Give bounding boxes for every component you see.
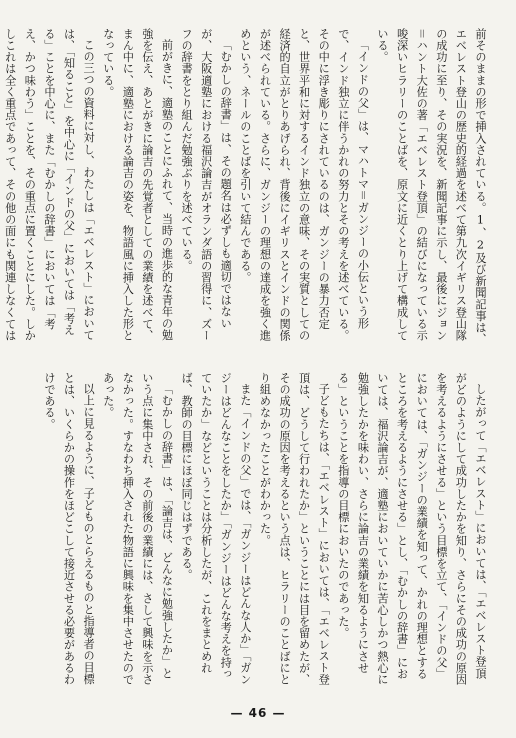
paragraph: 「むかしの辞書」は、「論吉は、どんなに勉強したか」という点に集中され、その前後の業績には、さして興味を示さなかった。すなわち挿入された物語に興味を集中させたのであった。: [101, 372, 174, 686]
paragraph: また「インドの父」では、「ガンジーはどんな人か」「ガンジーはどんなことをしたか」「ガンジーはどんな考えを持っていたか」などということは分析したが、これをまとめれば、教師の目標にほぼ同じはずである。: [180, 372, 252, 686]
paragraph: 子どもたちは、「エベレスト」においては、「エベレスト登頂は、どうして行われたか」ということには目を留めたが、その成功の原因を考えるという点は、ヒラリーのことばにとり組めなかったことがわかった。: [258, 372, 331, 686]
upper-text-column: [3, 28, 490, 346]
lower-text-column: [36, 372, 490, 690]
paragraph: 「むかしの辞書」は、その題名は必ずしも適切ではないが、大阪適塾における福沢論吉がオランダ語の習得に、ズーフの辞書をとり組んだ勉強ぶりを述べている。: [180, 28, 233, 342]
paragraph: この三つの資料に対し、わたしは「エベレスト」においては、「知ること」を中心に「インドの父」においては「考える」ことを中心に、また「むかしの辞書」においては「考え、かつ味わう」ことを、その重点に置くことにした。しかしこれは全く重点であって、その他の面にも関連しなくては: [3, 28, 96, 342]
paragraph: 以上に見るように、子どものとらえるものと指導者の目標とは、いくらかの操作をほどこして接近させる必要があるわけである。: [42, 372, 96, 686]
paragraph: 「インドの父」は、マハトマ＝ガンジーの小伝という形で、インド独立に伴うかれの努力とその考えを述べている。その中に浮き彫りにされているのは、ガンジーの暴力否定と、世界平和に対するインド独立の意味、その実質としての経済的自立がとりあげられ、背後にイギリスとインドの関係が述べられている。さらに、ガンジーの理想の達成を強く進めという、ネールのことばを引いて結んである。: [238, 28, 370, 342]
paragraph: 前がきに、適塾のことにふれて、当時の進歩的な青年の勉強を伝え、あとがきに論吉の先覚者としての業績を述べて、まん中に、適塾における論吉の姿を、物語風に挿入した形となっている。: [101, 28, 174, 342]
paragraph: したがって「エベレスト」においては、「エベレスト登頂がどのようにして成功したかを知り、さらにその成功の原因を考えるようにさせる」という目標を立て、「インドの父」においては、「ガンジーの業績を知って、かれの理想とするところを考えるようにさせる」とし、「むかしの辞書」においては、福沢論吉が、適塾においていかに苦心しかつ熱心に勉強したかを味わい、さらに論吉の業績を知るようにさせる」ということを指導の目標においたのであった。: [336, 372, 487, 686]
paragraph: 前そのままの形で挿入されている。1、2及び新聞記事は、エベレスト登山の歴史的経過を述べて第九次イギリス登山隊の成功に至り、その実況を、新聞記事に示し、最後にジョン＝ハント大佐の著「エベレスト登頂」の結びになっている示唆深いヒラリーのことばを、原文に近くとり上げて構成している。: [376, 28, 487, 345]
page-number: — 46 —: [230, 706, 286, 720]
